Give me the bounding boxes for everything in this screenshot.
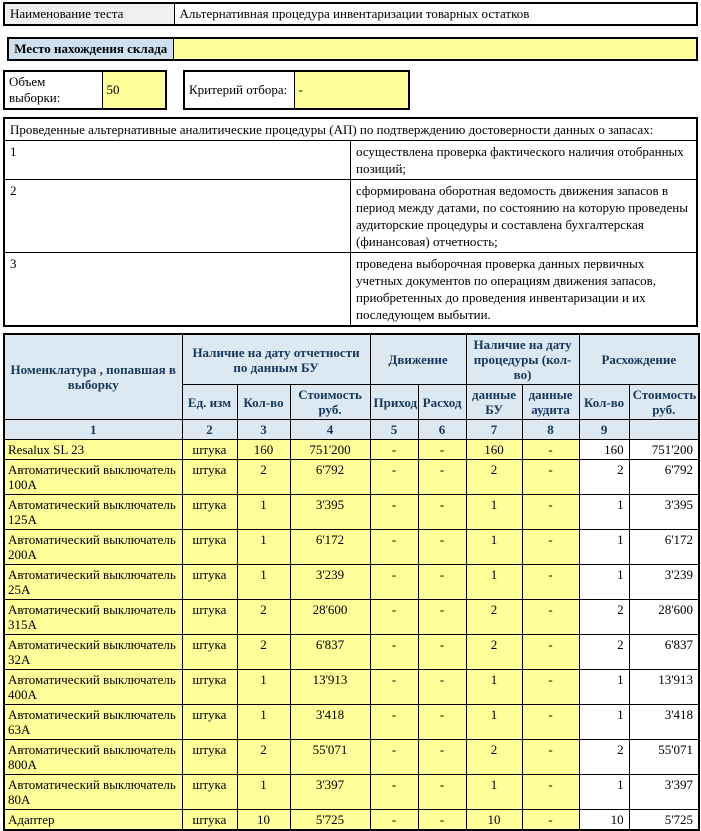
sampling-row [3, 70, 701, 110]
cell-audit_qty[interactable]: - [522, 495, 579, 530]
cell-unit[interactable]: штука [182, 635, 237, 670]
cell-qty[interactable]: 1 [237, 530, 290, 565]
cell-qty[interactable]: 2 [237, 740, 290, 775]
cell-diff_cost[interactable]: 6'837 [629, 635, 699, 670]
cell-bu_qty[interactable]: 1 [466, 670, 522, 705]
cell-name[interactable]: Автоматический выключатель 200А [4, 530, 182, 565]
cell-inflow[interactable]: - [370, 530, 418, 565]
col-group-movement: Движение [370, 334, 466, 385]
cell-qty[interactable]: 1 [237, 565, 290, 600]
cell-unit[interactable]: штука [182, 810, 237, 831]
inventory-table-body [4, 440, 699, 831]
cell-outflow[interactable]: - [418, 670, 466, 705]
cell-unit[interactable]: штука [182, 495, 237, 530]
col-group-availability-procedure: Наличие на дату процедуры (кол-во) [466, 334, 579, 385]
cell-cost[interactable]: 6'837 [290, 635, 370, 670]
procedures-block [3, 117, 698, 327]
procedure-text: осуществлена проверка фактического наличия отобранных позиций; [351, 141, 698, 180]
cell-inflow[interactable]: - [370, 600, 418, 635]
cell-qty[interactable]: 10 [237, 810, 290, 831]
cell-bu_qty[interactable]: 1 [466, 530, 522, 565]
table-group-header-row [4, 334, 699, 385]
cell-diff_qty[interactable]: 2 [579, 600, 629, 635]
cell-bu_qty[interactable]: 1 [466, 495, 522, 530]
col-number: 7 [466, 420, 522, 440]
cell-cost[interactable]: 751'200 [290, 440, 370, 460]
cell-name[interactable]: Автоматический выключатель 800А [4, 740, 182, 775]
cell-diff_cost[interactable]: 6'172 [629, 530, 699, 565]
table-row [4, 740, 699, 775]
table-row [4, 440, 699, 460]
cell-bu_qty[interactable]: 2 [466, 600, 522, 635]
col-number: 6 [418, 420, 466, 440]
cell-audit_qty[interactable]: - [522, 600, 579, 635]
cell-diff_qty[interactable]: 1 [579, 565, 629, 600]
cell-outflow[interactable]: - [418, 440, 466, 460]
cell-cost[interactable]: 3'395 [290, 495, 370, 530]
cell-bu_qty[interactable]: 1 [466, 705, 522, 740]
test-name-block [3, 2, 698, 26]
cell-cost[interactable]: 6'792 [290, 460, 370, 495]
cell-inflow[interactable]: - [370, 810, 418, 831]
cell-diff_cost[interactable]: 13'913 [629, 670, 699, 705]
col-number: 3 [237, 420, 290, 440]
cell-bu_qty[interactable]: 2 [466, 740, 522, 775]
cell-inflow[interactable]: - [370, 635, 418, 670]
criteria-value-cell[interactable]: - [294, 71, 409, 109]
cell-audit_qty[interactable]: - [522, 635, 579, 670]
col-number: 1 [4, 420, 182, 440]
warehouse-block [7, 37, 698, 61]
cell-audit_qty[interactable]: - [522, 670, 579, 705]
cell-unit[interactable]: штука [182, 670, 237, 705]
cell-diff_qty[interactable]: 1 [579, 705, 629, 740]
cell-cost[interactable]: 55'071 [290, 740, 370, 775]
cell-outflow[interactable]: - [418, 740, 466, 775]
procedure-item [4, 253, 697, 327]
table-row [4, 495, 699, 530]
table-row [4, 810, 699, 831]
cell-outflow[interactable]: - [418, 460, 466, 495]
cell-qty[interactable]: 160 [237, 440, 290, 460]
warehouse-value-cell[interactable] [173, 38, 697, 60]
cell-unit[interactable]: штука [182, 600, 237, 635]
criteria-label: Критерий отбора: [184, 71, 294, 109]
table-row [4, 705, 699, 740]
cell-qty[interactable]: 1 [237, 495, 290, 530]
cell-unit[interactable]: штука [182, 565, 237, 600]
cell-unit[interactable]: штука [182, 460, 237, 495]
table-row [4, 635, 699, 670]
col-bu-data: данные БУ [466, 385, 522, 420]
cell-diff_cost[interactable]: 3'239 [629, 565, 699, 600]
cell-inflow[interactable]: - [370, 460, 418, 495]
cell-unit[interactable]: штука [182, 740, 237, 775]
col-group-availability-bu: Наличие на дату отчетности по данным БУ [182, 334, 370, 385]
warehouse-label: Место нахождения склада [8, 38, 173, 60]
cell-diff_cost[interactable]: 5'725 [629, 810, 699, 831]
cell-bu_qty[interactable]: 2 [466, 635, 522, 670]
cell-name[interactable]: Resalux SL 23 [4, 440, 182, 460]
cell-audit_qty[interactable]: - [522, 775, 579, 810]
procedure-number: 3 [4, 253, 351, 327]
cell-name[interactable]: Автоматический выключатель 125А [4, 495, 182, 530]
cell-outflow[interactable]: - [418, 600, 466, 635]
test-name-row [4, 3, 697, 25]
col-number [629, 420, 699, 440]
cell-cost[interactable]: 28'600 [290, 600, 370, 635]
cell-outflow[interactable]: - [418, 565, 466, 600]
col-unit: Ед. изм [182, 385, 237, 420]
cell-audit_qty[interactable]: - [522, 565, 579, 600]
table-row [4, 530, 699, 565]
cell-unit[interactable]: штука [182, 440, 237, 460]
cell-qty[interactable]: 2 [237, 460, 290, 495]
col-cost: Стоимость руб. [290, 385, 370, 420]
procedure-item [4, 180, 697, 253]
cell-name[interactable]: Автоматический выключатель 315А [4, 600, 182, 635]
cell-name[interactable]: Автоматический выключатель 63А [4, 705, 182, 740]
cell-name[interactable]: Автоматический выключатель 100А [4, 460, 182, 495]
sample-size-block [3, 70, 167, 110]
cell-diff_qty[interactable]: 160 [579, 440, 629, 460]
col-number: 9 [579, 420, 629, 440]
procedure-number: 1 [4, 141, 351, 180]
col-diff-qty: Кол-во [579, 385, 629, 420]
cell-unit[interactable]: штука [182, 530, 237, 565]
test-name-label: Наименование теста [4, 3, 174, 25]
cell-audit_qty[interactable]: - [522, 740, 579, 775]
audit-worksheet [0, 2, 701, 831]
cell-cost[interactable]: 6'172 [290, 530, 370, 565]
col-outflow: Расход [418, 385, 466, 420]
cell-diff_cost[interactable]: 6'792 [629, 460, 699, 495]
cell-diff_qty[interactable]: 2 [579, 740, 629, 775]
cell-diff_qty[interactable]: 1 [579, 775, 629, 810]
cell-name[interactable]: Автоматический выключатель 400А [4, 670, 182, 705]
cell-diff_cost[interactable]: 3'397 [629, 775, 699, 810]
col-audit-data: данные аудита [522, 385, 579, 420]
table-column-number-row [4, 420, 699, 440]
cell-outflow[interactable]: - [418, 495, 466, 530]
cell-audit_qty[interactable]: - [522, 530, 579, 565]
cell-name[interactable]: Автоматический выключатель 25А [4, 565, 182, 600]
cell-name[interactable]: Автоматический выключатель 80А [4, 775, 182, 810]
table-row [4, 775, 699, 810]
procedure-number: 2 [4, 180, 351, 253]
cell-diff_qty[interactable]: 1 [579, 670, 629, 705]
col-number: 5 [370, 420, 418, 440]
table-row [4, 600, 699, 635]
cell-unit[interactable]: штука [182, 775, 237, 810]
col-diff-cost: Стоимость руб. [629, 385, 699, 420]
cell-inflow[interactable]: - [370, 565, 418, 600]
cell-inflow[interactable]: - [370, 740, 418, 775]
test-name-value: Альтернативная процедура инвентаризации товарных остатков [174, 3, 697, 25]
cell-audit_qty[interactable]: - [522, 440, 579, 460]
cell-diff_qty[interactable]: 2 [579, 635, 629, 670]
table-row [4, 670, 699, 705]
procedures-title-row [4, 118, 697, 141]
sample-size-label: Объем выборки: [4, 71, 102, 109]
col-group-discrepancy: Расхождение [579, 334, 699, 385]
cell-inflow[interactable]: - [370, 440, 418, 460]
cell-qty[interactable]: 1 [237, 670, 290, 705]
cell-diff_qty[interactable]: 10 [579, 810, 629, 831]
col-qty: Кол-во [237, 385, 290, 420]
cell-qty[interactable]: 1 [237, 705, 290, 740]
cell-outflow[interactable]: - [418, 705, 466, 740]
cell-bu_qty[interactable]: 160 [466, 440, 522, 460]
cell-bu_qty[interactable]: 10 [466, 810, 522, 831]
col-number: 4 [290, 420, 370, 440]
cell-name[interactable]: Адаптер [4, 810, 182, 831]
cell-outflow[interactable]: - [418, 635, 466, 670]
cell-audit_qty[interactable]: - [522, 810, 579, 831]
procedure-item [4, 141, 697, 180]
procedure-text: сформирована оборотная ведомость движения запасов в период между датами, по состоянию на которую проведены аудиторские процедуры и составлена бухгалтерская (финансовая) отчетность; [351, 180, 698, 253]
cell-diff_qty[interactable]: 2 [579, 460, 629, 495]
col-number: 2 [182, 420, 237, 440]
procedures-title: Проведенные альтернативные аналитические процедуры (АП) по подтверждению достоверности данных о запасах: [4, 118, 697, 141]
cell-qty[interactable]: 1 [237, 775, 290, 810]
col-number: 8 [522, 420, 579, 440]
cell-qty[interactable]: 2 [237, 600, 290, 635]
cell-cost[interactable]: 13'913 [290, 670, 370, 705]
cell-diff_cost[interactable]: 751'200 [629, 440, 699, 460]
cell-bu_qty[interactable]: 2 [466, 460, 522, 495]
cell-audit_qty[interactable]: - [522, 460, 579, 495]
table-row [4, 460, 699, 495]
cell-inflow[interactable]: - [370, 670, 418, 705]
cell-inflow[interactable]: - [370, 705, 418, 740]
cell-diff_qty[interactable]: 1 [579, 530, 629, 565]
cell-cost[interactable]: 3'418 [290, 705, 370, 740]
cell-cost[interactable]: 5'725 [290, 810, 370, 831]
cell-bu_qty[interactable]: 1 [466, 775, 522, 810]
inventory-table [3, 333, 700, 831]
cell-cost[interactable]: 3'397 [290, 775, 370, 810]
criteria-block [183, 70, 410, 110]
cell-unit[interactable]: штука [182, 705, 237, 740]
cell-qty[interactable]: 2 [237, 635, 290, 670]
procedure-text: проведена выборочная проверка данных первичных учетных документов по операциям движения запасов, приобретенных до проведения инвентаризации и их последующем выбытии. [351, 253, 698, 327]
col-group-nomenclature: Номенклатура , попавшая в выборку [4, 334, 182, 420]
cell-diff_cost[interactable]: 55'071 [629, 740, 699, 775]
cell-name[interactable]: Автоматический выключатель 32А [4, 635, 182, 670]
table-row [4, 565, 699, 600]
col-inflow: Приход [370, 385, 418, 420]
cell-cost[interactable]: 3'239 [290, 565, 370, 600]
sample-size-value-cell[interactable]: 50 [102, 71, 166, 109]
cell-diff_cost[interactable]: 28'600 [629, 600, 699, 635]
cell-outflow[interactable]: - [418, 530, 466, 565]
cell-outflow[interactable]: - [418, 810, 466, 831]
cell-bu_qty[interactable]: 1 [466, 565, 522, 600]
cell-audit_qty[interactable]: - [522, 705, 579, 740]
cell-diff_qty[interactable]: 1 [579, 495, 629, 530]
cell-inflow[interactable]: - [370, 495, 418, 530]
warehouse-row [8, 38, 697, 60]
cell-diff_cost[interactable]: 3'418 [629, 705, 699, 740]
cell-inflow[interactable]: - [370, 775, 418, 810]
cell-diff_cost[interactable]: 3'395 [629, 495, 699, 530]
cell-outflow[interactable]: - [418, 775, 466, 810]
